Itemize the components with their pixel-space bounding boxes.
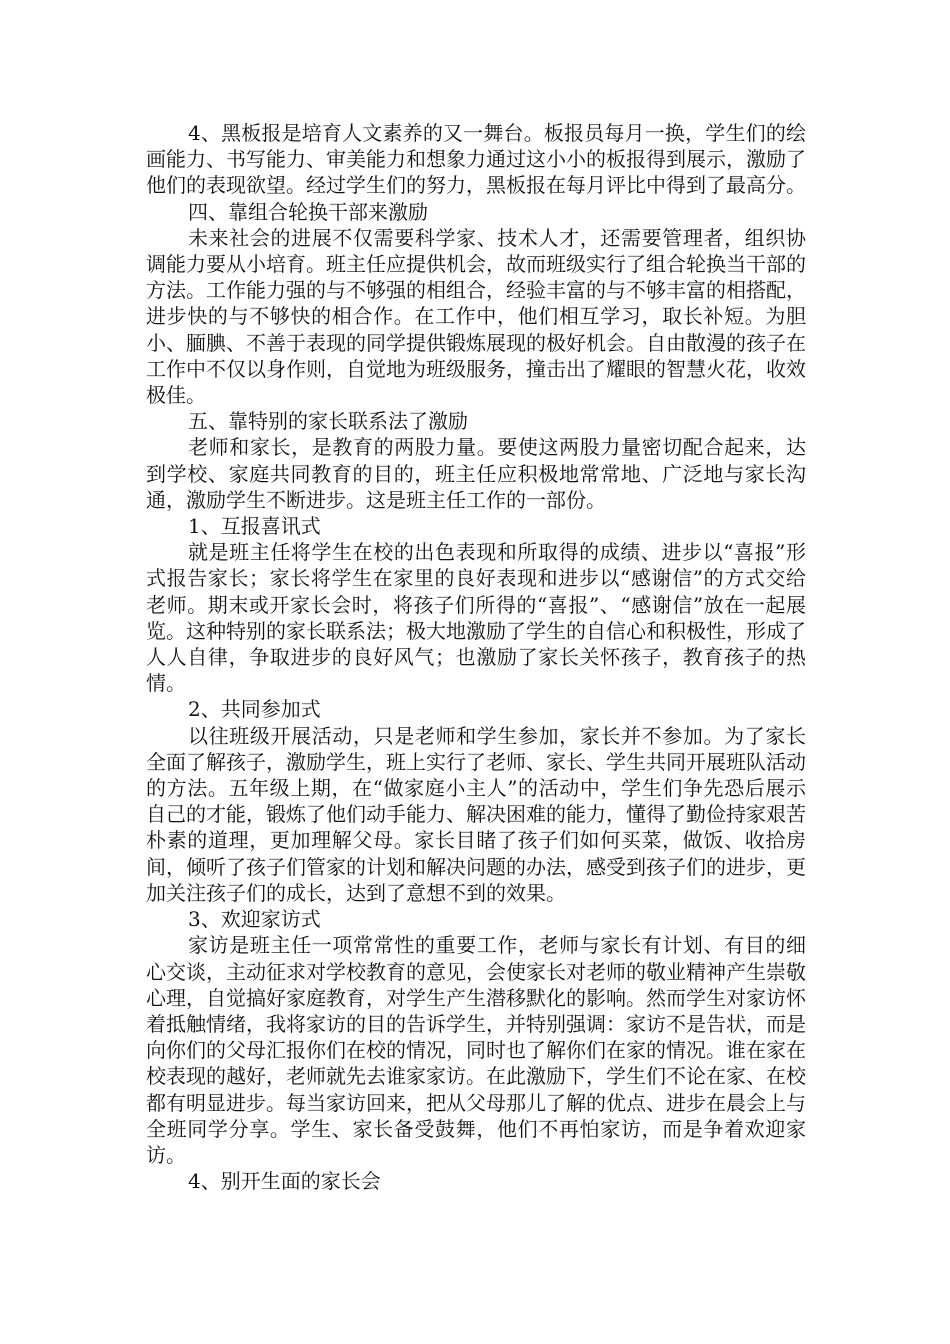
section-heading-5: 五、靠特别的家长联系法了激励 bbox=[188, 409, 468, 434]
subheading-parent-meeting: 4、别开生面的家长会 bbox=[188, 1169, 381, 1194]
paragraph-rotation: 未来社会的进展不仅需要科学家、技术人才，还需要管理者，组织协调能力要从小培育。班主任应提供机会，故而班级实行了组合轮换当干部的方法。工作能力强的与不够强的相组合，经验丰富的与不够丰富的相搭配，进步快的与不够快的相合作。在工作中，他们相互学习，取长补短。为胆小、腼腆、不善于表现的同学提供锻炼展现的极好机会。自由散漫的孩子在工作中不仅以身作则，自觉地为班级服务，撞击出了耀眼的智慧火花，收效极佳。 bbox=[146, 225, 806, 408]
document-body bbox=[146, 120, 806, 1194]
paragraph-joint-participation: 以往班级开展活动，只是老师和学生参加，家长并不参加。为了家长全面了解孩子，激励学生，班上实行了老师、家长、学生共同开展班队活动的方法。五年级上期，在“做家庭小主人”的活动中，学生们争先恐后展示自己的才能，锻炼了他们动手能力、解决困难的能力，懂得了勤俭持家艰苦朴素的道理，更加理解父母。家长目睹了孩子们如何买菜，做饭、收拾房间，倾听了孩子们管家的计划和解决问题的办法，感受到孩子们的进步，更加关注孩子们的成长，达到了意想不到的效果。 bbox=[146, 723, 806, 905]
paragraph-parents: 老师和家长，是教育的两股力量。要使这两股力量密切配合起来，达到学校、家庭共同教育的目的，班主任应积极地常常地、广泛地与家长沟通，激励学生不断进步。这是班主任工作的一部份。 bbox=[146, 435, 806, 512]
paragraph-good-news: 就是班主任将学生在校的出色表现和所取得的成绩、进步以“喜报”形式报告家长；家长将学生在家里的良好表现和进步以“感谢信”的方式交给老师。期末或开家长会时，将孩子们所得的“喜报”、“感谢信”放在一起展览。这种特别的家长联系法；极大地激励了学生的自信心和积极性，形成了人人自律，争取进步的良好风气；也激励了家长关怀孩子，教育孩子的热情。 bbox=[146, 540, 806, 696]
paragraph-blackboard: 4、黑板报是培育人文素养的又一舞台。板报员每月一换，学生们的绘画能力、书写能力、审美能力和想象力通过这小小的板报得到展示，激励了他们的表现欲望。经过学生们的努力，黑板报在每月评比中得到了最高分。 bbox=[146, 121, 806, 198]
section-heading-4: 四、靠组合轮换干部来激励 bbox=[188, 199, 428, 224]
subheading-joint-participation: 2、共同参加式 bbox=[188, 697, 321, 722]
paragraph-home-visit: 家访是班主任一项常常性的重要工作，老师与家长有计划、有目的细心交谈，主动征求对学校教育的意见，会使家长对老师的敬业精神产生崇敬心理，自觉搞好家庭教育，对学生产生潜移默化的影响。然而学生对家访怀着抵触情绪，我将家访的目的告诉学生，并特别强调：家访不是告状，而是向你们的父母汇报你们在校的情况，同时也了解你们在家的情况。谁在家在校表现的越好，老师就先去谁家家访。在此激励下，学生们不论在家、在校都有明显进步。每当家访回来，把从父母那儿了解的优点、进步在晨会上与全班同学分享。学生、家长备受鼓舞，他们不再怕家访，而是争着欢迎家访。 bbox=[146, 933, 806, 1167]
subheading-good-news: 1、互报喜讯式 bbox=[188, 514, 321, 539]
subheading-home-visit: 3、欢迎家访式 bbox=[188, 907, 321, 932]
